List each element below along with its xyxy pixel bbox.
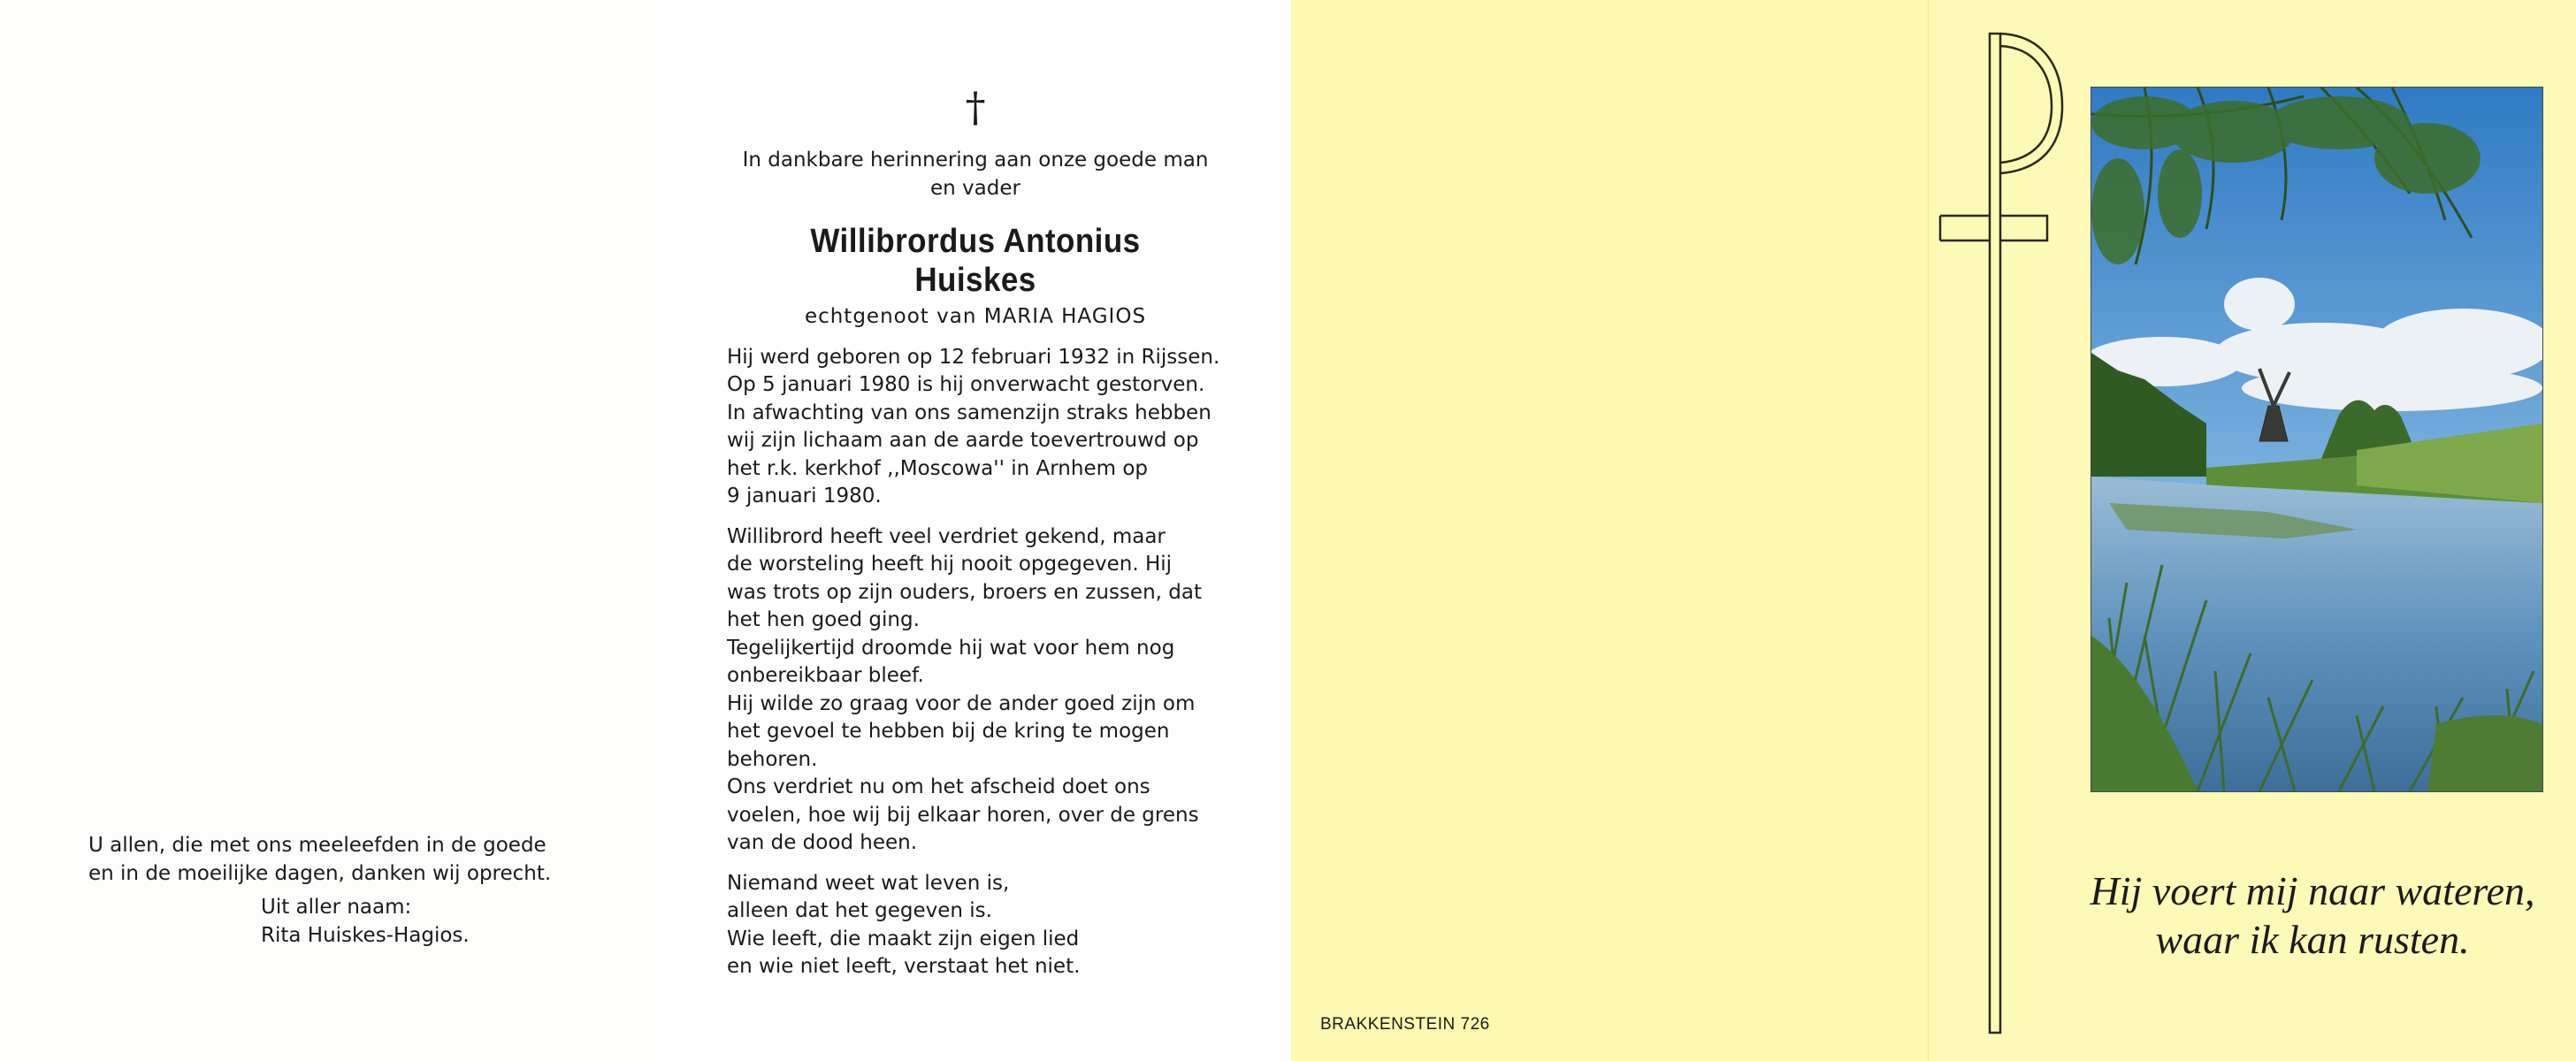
intro-line: en vader xyxy=(930,176,1020,200)
text-line: Op 5 januari 1980 is hij onverwacht gestorven. xyxy=(727,373,1205,396)
poem-line: en wie niet leeft, verstaat het niet. xyxy=(727,955,1081,978)
text-line: Hij wilde zo graag voor de ander goed zijn om xyxy=(727,691,1196,715)
poem-line: alleen dat het gegeven is. xyxy=(727,899,992,922)
poem-line: Wie leeft, die maakt zijn eigen lied xyxy=(727,927,1080,950)
signature-name: Rita Huiskes-Hagios. xyxy=(261,924,470,947)
memorial-text xyxy=(727,83,1224,981)
spouse-line: echtgenoot van MARIA HAGIOS xyxy=(804,305,1147,328)
verse-line: Hij voert mij naar wateren, xyxy=(2090,868,2535,913)
poem-line: Niemand weet wat leven is, xyxy=(727,871,1010,895)
text-line: onbereikbaar bleef. xyxy=(727,664,924,687)
text-line: behoren. xyxy=(727,747,818,771)
intro-line: In dankbare herinnering aan onze goede man xyxy=(742,149,1209,172)
biography-paragraph xyxy=(727,344,1224,511)
publisher-code: BRAKKENSTEIN 726 xyxy=(1320,1015,1490,1034)
thanks-line: en in de moeilijke dagen, danken wij oprecht. xyxy=(88,862,552,885)
text-line: Ons verdriet nu om het afscheid doet ons xyxy=(727,775,1150,798)
deceased-name: Willibrordus Antonius Huiskes xyxy=(810,223,1141,299)
landscape-photo xyxy=(2091,87,2543,792)
back-cover-panel xyxy=(1291,0,1928,1061)
chi-rho-staff-icon xyxy=(1928,0,2078,1061)
windmill-landscape-image xyxy=(2091,88,2542,791)
text-line: Tegelijkertijd droomde hij wat voor hem nog xyxy=(727,636,1175,660)
text-line: In afwachting van ons samenzijn straks hebben xyxy=(727,401,1212,424)
cross-icon: † xyxy=(965,83,986,131)
thanks-line: U allen, die met ons meeleefden in de goede xyxy=(88,834,547,857)
text-line: was trots op zijn ouders, broers en zussen, dat xyxy=(727,580,1202,604)
text-line: het gevoel te hebben bij de kring te mogen xyxy=(727,720,1170,743)
signature-label: Uit aller naam: xyxy=(261,896,412,919)
poem xyxy=(727,870,1224,981)
psalm-verse xyxy=(2060,866,2565,964)
text-line: wij zijn lichaam aan de aarde toevertrouwd op xyxy=(727,429,1199,452)
text-line: 9 januari 1980. xyxy=(727,485,882,508)
reflection-paragraph xyxy=(727,523,1224,858)
text-line: Willibrord heeft veel verdriet gekend, maar xyxy=(727,524,1166,548)
text-line: voelen, hoe wij bij elkaar horen, over de grens xyxy=(727,803,1199,827)
text-line: de worsteling heeft hij nooit opgegeven. Hij xyxy=(727,553,1173,576)
text-line: het r.k. kerkhof ,,Moscowa'' in Arnhem op xyxy=(727,456,1148,480)
text-line: het hen goed ging. xyxy=(727,608,920,631)
verse-line: waar ik kan rusten. xyxy=(2155,917,2470,962)
inside-left-panel xyxy=(0,0,657,1061)
text-line: van de dood heen. xyxy=(727,831,918,854)
thanks-message xyxy=(88,831,601,950)
text-line: Hij werd geboren op 12 februari 1932 in Rijssen. xyxy=(727,345,1220,369)
